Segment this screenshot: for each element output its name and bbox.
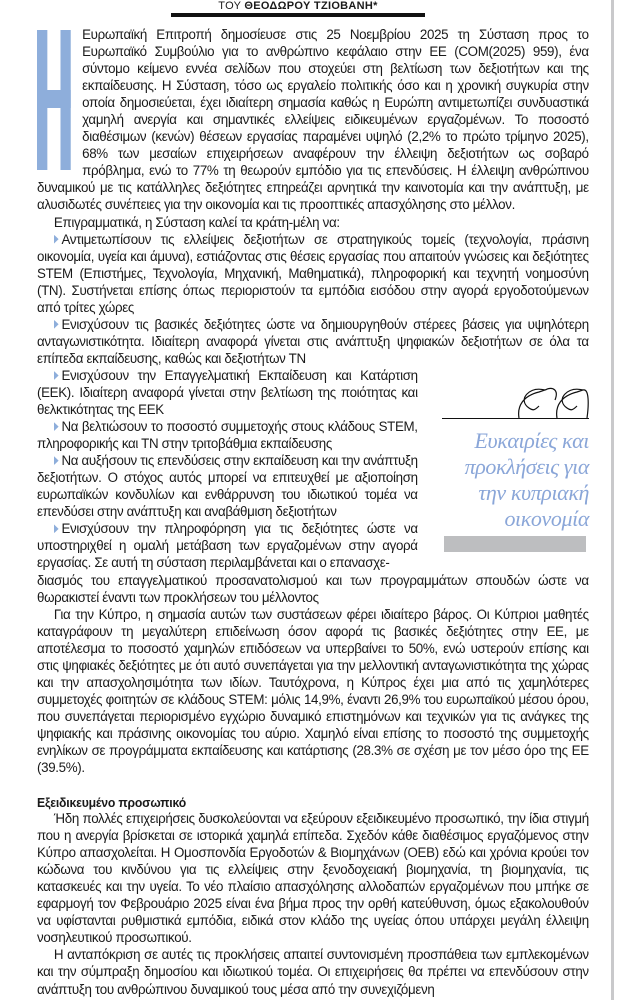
bullet-item: Να βελτιώσουν το ποσοστό συμμετοχής στους κλάδους STEM, πληροφορικής και ΤΝ στην τριτοβάθμια εκπαίδευσης	[37, 419, 418, 453]
bullet-item-continuation: διασμός του επαγγελματικού προσανατολισμού και των προγραμμάτων σπουδών ώστε να θωρακιστεί έναντι των προκλήσεων του μέλλοντος	[37, 572, 589, 606]
byline	[171, 0, 425, 17]
quotation-marks-icon	[509, 376, 589, 418]
dropcap	[37, 30, 71, 170]
lead-in: Επιγραμματικά, η Σύσταση καλεί τα κράτη-μέλη να:	[53, 214, 340, 231]
pull-quote-rule	[442, 418, 589, 419]
byline-prefix: ΤΟΥ	[218, 0, 242, 12]
skilled-staff-paragraph: Ήδη πολλές επιχειρήσεις δυσκολεύονται να εξεύρουν εξειδικευμένο προσωπικό, την ίδια στιγμή που η ανεργία βρίσκεται σε ιστορικά χαμηλά επίπεδα. Σχεδόν κάθε διαθέσιμος εργαζόμενος στην Κύπρο απασχολείται. Η Ομοσπονδία Εργοδοτών & Βιομηχάνων (ΟΕΒ) εδώ και χρόνια κρούει τον κώδωνα του κινδύνου για τις ελλείψεις στην ξενοδοχειακή βιομηχανία, τη βιομηχανία, τις κατασκευές και την υγεία. Το νέο πλαίσιο απασχόλησης αλλοδαπών εργαζομένων που μπήκε σε εφαρμογή τον Φεβρουάριο 2025 είναι ένα βήμα προς την ορθή κατεύθυνση, όμως εξακολουθούν να υφίστανται ρυθμιστικά εμπόδια, ειδικά στον κλάδο της υγείας όπου υπάρχει μεγάλη έλλειψη νοσηλευτικού προσωπικού.	[37, 811, 589, 947]
cyprus-paragraph: Για την Κύπρο, η σημασία αυτών των συστάσεων φέρει ιδιαίτερο βάρος. Οι Κύπριοι μαθητές καταγράφουν τη μεγαλύτερη επιδείνωση όσον αφορά τις βασικές δεξιότητες στην ΕΕ, με αποτέλεσμα το ποσοστό χαμηλών επιδόσεων να υπερβαίνει το 50%, ενώ υστερούν επίσης και στις ψηφιακές δεξιότητες με ότι αυτό συνεπάγεται για την μελλοντική ανταγωνιστικότητα της χώρας και την απασχολησιμότητα των ιδίων. Ταυτόχρονα, η Κύπρος έχει μια από τις χαμηλότερες συμμετοχές φοιτητών σε κλάδους STEM: μόλις 14,9%, έναντι 26,9% του ευρωπαϊκού μέσου όρου, που συνεπάγεται περιορισμένο εγχώριο δυναμικό επιστημόνων και τεχνικών για τις ανάγκες της ψηφιακής και πράσινης οικονομίας του αύριο. Χαμηλό είναι επίσης το ποσοστό της συμμετοχής ενηλίκων σε προγράμματα εκπαίδευσης και κατάρτισης (28.3% σε σχέση με τον μέσο όρο της ΕΕ (39.5%).	[37, 606, 589, 777]
pull-quote-bar	[444, 536, 586, 552]
intro-paragraph: Ευρωπαϊκή Επιτροπή δημοσίευσε στις 25 Νοεμβρίου 2025 τη Σύσταση προς το Ευρωπαϊκό Συμβούλιο για το ανθρώπινο κεφάλαιο στην ΕΕ (COM(2025) 959), ένα σύντομο κείμενο εννέα σελίδων που στοχεύει στη βελτίωση των δεξιοτήτων και της εκπαίδευσης. Η Σύσταση, τόσο ως εργαλείο πολιτικής όσο και η χρονική συγκυρία στην οποία δημοσιεύεται, έχει ιδιαίτερη σημασία καθώς η Ευρώπη αντιμετωπίζει συνδυαστικά χαμηλή ανεργία και σημαντικές ελλείψεις ειδικευμένων εργαζομένων. Το ποσοστό διαθέσιμων (κενών) θέσεων εργασίας παραμένει υψηλό (2,2% το πρώτο τρίμηνο 2025), 68% των μεσαίων επιχειρήσεων αναφέρουν την έλλειψη δεξιοτήτων ως σοβαρό πρόβλημα, ενώ το 77% τη θεωρούν εμπόδιο για τις επενδύσεις. Η έλλειψη ανθρώπινου δυναμικού με τις κατάλληλες δεξιότητες επηρεάζει αρνητικά την καινοτομία και την ανάπτυξη, με αλυσιδωτές συνέπειες για την οικονομία και τις προοπτικές απασχόλησης στο μέλλον.	[37, 27, 589, 214]
section-subhead: Εξειδικευμένο προσωπικό	[37, 795, 186, 811]
bullet-item: Ενισχύσουν την πληροφόρηση για τις δεξιότητες ώστε να υποστηριχθεί η ομαλή μετάβαση των εργαζομένων στην αγορά εργασίας. Σε αυτή τη σύσταση περιλαμβάνεται και ο επανασχε-	[37, 521, 418, 572]
bullet-item: Ενισχύσουν την Επαγγελματική Εκπαίδευση και Κατάρτιση (ΕΕΚ). Ιδιαίτερη αναφορά γίνεται στην βελτίωση της ποιότητας και θελκτικότητας της ΕΕΚ	[37, 367, 418, 419]
byline-author: ΘΕΟΔΩΡΟΥ ΤΖΙΟΒΑΝΗ*	[244, 0, 378, 12]
dropcap-letter-eta	[37, 30, 71, 170]
pull-quote-text: Ευκαιρίες και προκλήσεις για την κυπριακή οικονομία	[464, 428, 589, 531]
bullet-item: Αντιμετωπίσουν τις ελλείψεις δεξιοτήτων σε στρατηγικούς τομείς (τεχνολογία, πράσινη οικονομία, υγεία και άμυνα), εστιάζοντας στις θέσεις εργασίας που απαιτούν γνώσεις και δεξιότητες STEM (Επιστήμες, Τεχνολογία, Μηχανική, Μαθηματικά), πληροφορική και τεχνητή νοημοσύνη (ΤΝ). Συστήνεται επίσης όπως περιοριστούν τα εμπόδια εισόδου στην αγορά εργοδοτούμενων από τρίτες χώρες	[37, 231, 589, 316]
page-edge-divider	[611, 0, 614, 1000]
bullet-item: Ενισχύσουν τις βασικές δεξιότητες ώστε να δημιουργηθούν στέρεες βάσεις για υψηλότερη ανταγωνιστικότητα. Ιδιαίτερη αναφορά γίνεται στις ανάπτυξη ψηφιακών δεξιοτήτων σε όλα τα επίπεδα εκπαίδευσης, καθώς και δεξιοτήτων ΤΝ	[37, 316, 589, 367]
byline-rule	[171, 13, 425, 17]
response-paragraph: Η ανταπόκριση σε αυτές τις προκλήσεις απαιτεί συντονισμένη προσπάθεια των εμπλεκομένων και την σύμπραξη δημοσίου και ιδιωτικού τομέα. Οι επιχειρήσεις θα πρέπει να επενδύσουν στην ανάπτυξη του ανθρώπινου δυναμικού τους μέσα από την συνεχιζόμενη	[37, 947, 589, 998]
bullet-item: Να αυξήσουν τις επενδύσεις στην εκπαίδευση και την ανάπτυξη δεξιοτήτων. Ο στόχος αυτός μπορεί να επιτευχθεί με αξιοποίηση ευρωπαϊκών κονδυλίων και ενθάρρυνση του ιδιωτικού τομέα να επενδύσει στην ανάπτυξη και αναβάθμιση δεξιοτήτων	[37, 453, 418, 521]
